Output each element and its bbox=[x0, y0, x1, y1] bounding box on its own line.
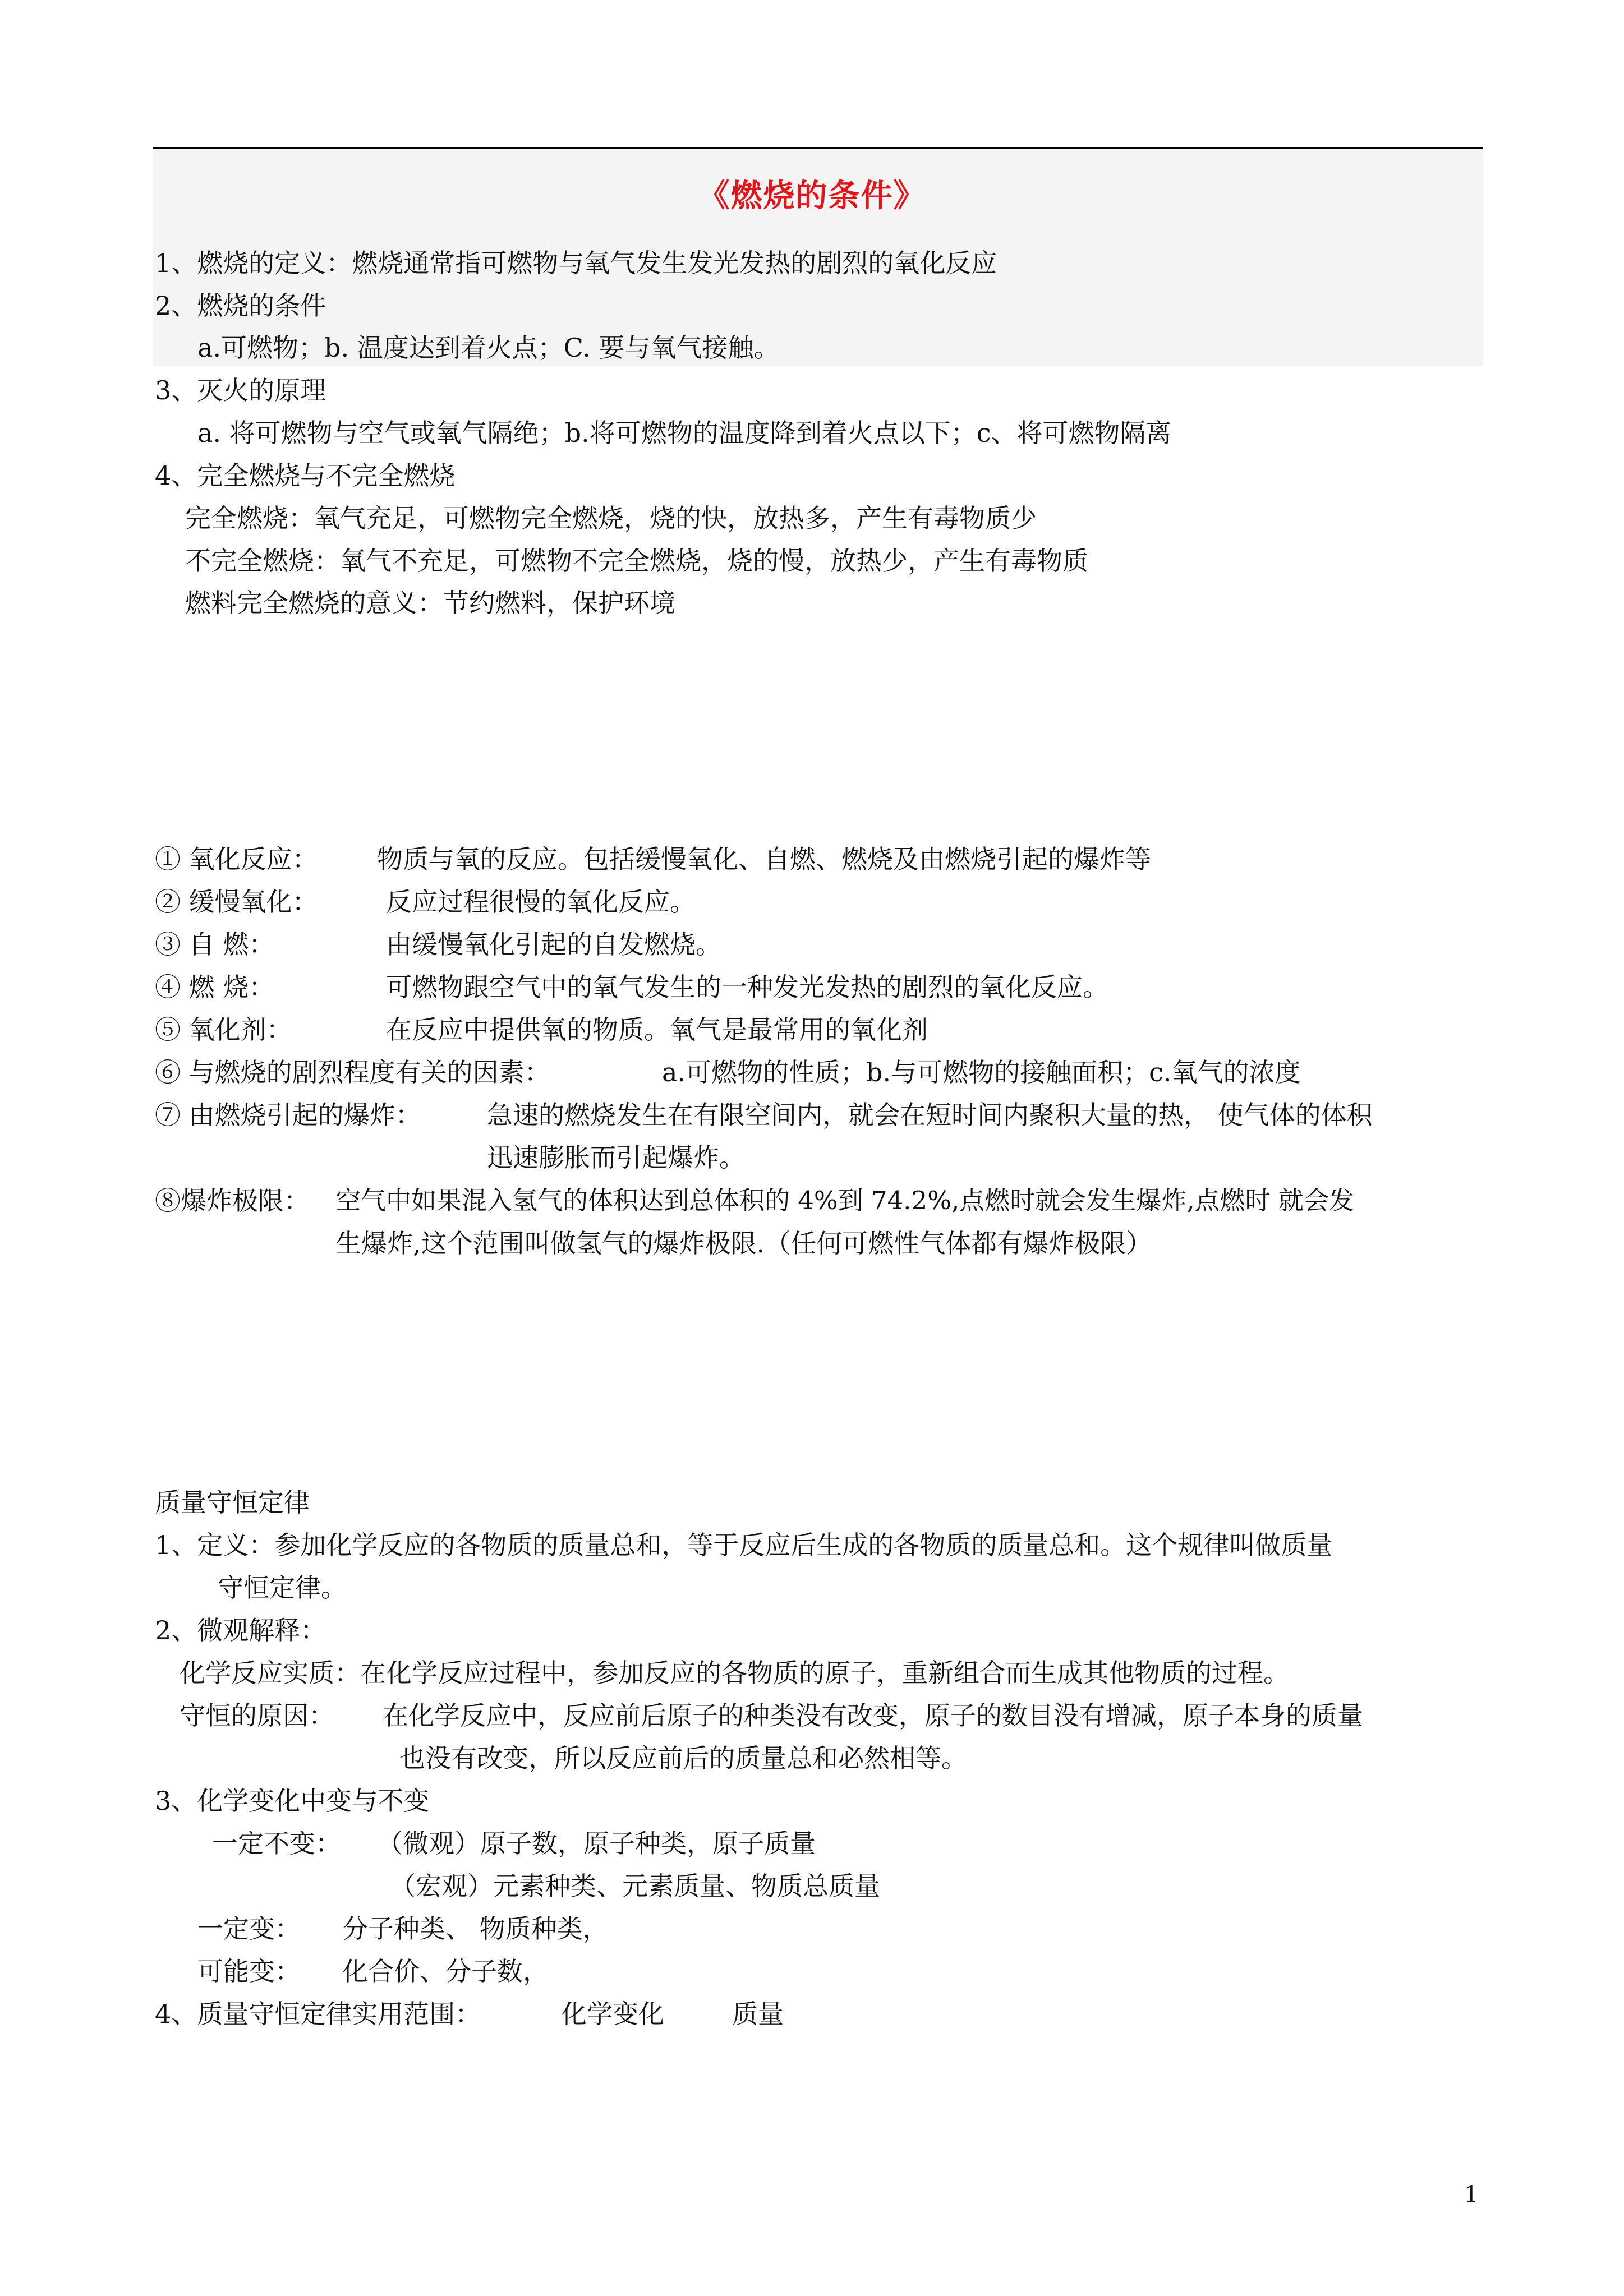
conservation-reason-term: 守恒的原因： bbox=[180, 1700, 334, 1731]
def-explosion-text: 急速的燃烧发生在有限空间内，就会在短时间内聚积大量的热， 使气体的体积 bbox=[487, 1100, 1373, 1130]
def-explosion-limit-term: ⑧爆炸极限： bbox=[155, 1186, 310, 1216]
def-spontaneous-term: ③ 自 燃： bbox=[155, 929, 275, 960]
def-oxidant-text: 在反应中提供氧的物质。氧气是最常用的氧化剂 bbox=[386, 1015, 928, 1045]
scope-term: 4、质量守恒定律实用范围： bbox=[155, 1999, 481, 2029]
def-explosion-limit-text-cont: 生爆炸,这个范围叫做氢气的爆炸极限.（任何可燃性气体都有爆炸极限） bbox=[335, 1228, 1152, 1258]
complete-combustion: 完全燃烧：氧气充足，可燃物完全燃烧，烧的快，放热多，产生有毒物质少 bbox=[185, 503, 1037, 533]
def-spontaneous-text: 由缓慢氧化引起的自发燃烧。 bbox=[386, 929, 721, 960]
page-number: 1 bbox=[1464, 2182, 1479, 2207]
def-burning-term: ④ 燃 烧： bbox=[155, 972, 275, 1002]
def-intensity-text: a.可燃物的性质；b.与可燃物的接触面积；c.氧气的浓度 bbox=[662, 1057, 1301, 1087]
reaction-essence: 化学反应实质：在化学反应过程中，参加反应的各物质的原子，重新组合而生成其他物质的过程。 bbox=[180, 1658, 1289, 1688]
def-intensity-term: ⑥ 与燃烧的剧烈程度有关的因素： bbox=[155, 1057, 550, 1087]
def-slow-oxidation-term: ② 缓慢氧化： bbox=[155, 887, 318, 917]
extinguish-heading: 3、灭火的原理 bbox=[155, 375, 326, 405]
scope-chemical-change: 化学变化 bbox=[561, 1999, 664, 2029]
incomplete-combustion: 不完全燃烧：氧气不充足，可燃物不完全燃烧，烧的慢，放热少，产生有毒物质 bbox=[185, 546, 1088, 576]
maybe-changed-text: 化合价、分子数， bbox=[342, 1956, 549, 1986]
change-invariant-heading: 3、化学变化中变与不变 bbox=[155, 1786, 430, 1816]
combustion-definition: 1、燃烧的定义：燃烧通常指可燃物与氧气发生发光发热的剧烈的氧化反应 bbox=[155, 248, 997, 278]
maybe-changed-term: 可能变： bbox=[197, 1956, 301, 1986]
fuel-significance: 燃料完全燃烧的意义：节约燃料，保护环境 bbox=[185, 588, 675, 618]
changed-term: 一定变： bbox=[197, 1914, 301, 1944]
changed-text: 分子种类、 物质种类， bbox=[342, 1914, 609, 1944]
mass-definition-cont: 守恒定律。 bbox=[218, 1573, 347, 1603]
combustion-conditions-heading: 2、燃烧的条件 bbox=[155, 291, 326, 321]
page-title: 《燃烧的条件》 bbox=[698, 177, 926, 214]
def-explosion-term: ⑦ 由燃烧引起的爆炸： bbox=[155, 1100, 421, 1130]
combustion-conditions-list: a.可燃物；b. 温度达到着火点；C. 要与氧气接触。 bbox=[197, 333, 780, 363]
conservation-reason-text: 在化学反应中，反应前后原子的种类没有改变，原子的数目没有增减，原子本身的质量 bbox=[383, 1700, 1363, 1731]
conservation-reason-text-cont: 也没有改变，所以反应前后的质量总和必然相等。 bbox=[399, 1743, 967, 1773]
mass-definition: 1、定义：参加化学反应的各物质的质量总和，等于反应后生成的各物质的质量总和。这个规律叫做质量 bbox=[155, 1530, 1333, 1560]
def-oxidation-text: 物质与氧的反应。包括缓慢氧化、自燃、燃烧及由燃烧引起的爆炸等 bbox=[377, 844, 1151, 874]
def-oxidation-term: ① 氧化反应： bbox=[155, 844, 318, 874]
micro-explanation-heading: 2、微观解释： bbox=[155, 1615, 326, 1645]
complete-combustion-heading: 4、完全燃烧与不完全燃烧 bbox=[155, 460, 456, 491]
def-slow-oxidation-text: 反应过程很慢的氧化反应。 bbox=[386, 887, 696, 917]
def-burning-text: 可燃物跟空气中的氧气发生的一种发光发热的剧烈的氧化反应。 bbox=[386, 972, 1108, 1002]
extinguish-list: a. 将可燃物与空气或氧气隔绝；b.将可燃物的温度降到着火点以下；c、将可燃物隔离 bbox=[197, 418, 1172, 448]
scope-mass: 质量 bbox=[732, 1999, 784, 2029]
unchanged-term: 一定不变： bbox=[212, 1828, 341, 1859]
unchanged-micro: （微观）原子数，原子种类，原子质量 bbox=[377, 1828, 816, 1859]
unchanged-macro: （宏观）元素种类、元素质量、物质总质量 bbox=[390, 1871, 880, 1901]
def-explosion-limit-text: 空气中如果混入氢气的体积达到总体积的 4%到 74.2%,点燃时就会发生爆炸,点燃时 就会发 bbox=[335, 1186, 1354, 1215]
def-oxidant-term: ⑤ 氧化剂： bbox=[155, 1015, 292, 1045]
def-explosion-text-cont: 迅速膨胀而引起爆炸。 bbox=[487, 1142, 745, 1173]
mass-heading: 质量守恒定律 bbox=[155, 1487, 310, 1518]
